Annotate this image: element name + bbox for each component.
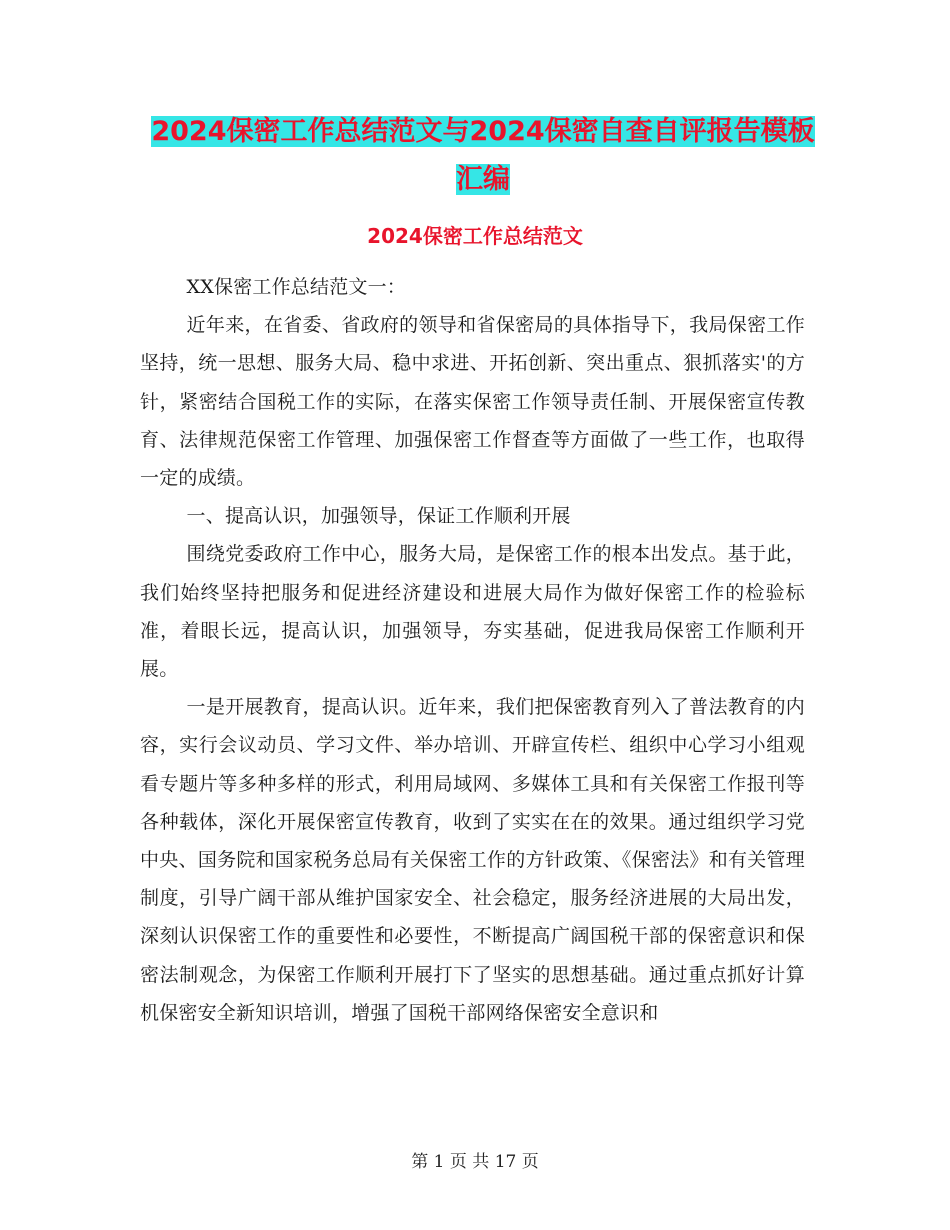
document-title-text: 2024保密工作总结范文与2024保密自查自评报告模板汇编 (151, 116, 815, 195)
document-title (140, 108, 826, 204)
section-title: 2024保密工作总结范文 (367, 224, 583, 248)
document-body (140, 268, 805, 1032)
paragraph: 近年来，在省委、省政府的领导和省保密局的具体指导下，我局保密工作坚持，统一思想、服务大局、稳中求进、开拓创新、突出重点、狠抓落实'的方针，紧密结合国税工作的实际，在落实保密工作领导责任制、开展保密宣传教育、法律规范保密工作管理、加强保密工作督查等方面做了一些工作，也取得一定的成绩。 (140, 314, 805, 490)
paragraph-intro: XX保密工作总结范文一： (186, 276, 407, 298)
page-footer: 第 1 页 共 17 页 (411, 1152, 539, 1172)
paragraph: 围绕党委政府工作中心，服务大局，是保密工作的根本出发点。基于此，我们始终坚持把服务和促进经济建设和进展大局作为做好保密工作的检验标准，着眼长远，提高认识，加强领导，夯实基础，促进我局保密工作顺利开展。 (140, 543, 805, 681)
section-heading: 一、提高认识，加强领导，保证工作顺利开展 (186, 505, 571, 528)
paragraph: 一是开展教育，提高认识。近年来，我们把保密教育列入了普法教育的内容，实行会议动员、学习文件、举办培训、开辟宣传栏、组织中心学习小组观看专题片等多种多样的形式，利用局域网、多媒体工具和有关保密工作报刊等各种载体，深化开展保密宣传教育，收到了实实在在的效果。通过组织学习党中央、国务院和国家税务总局有关保密工作的方针政策、《保密法》和有关管理制度，引导广阔干部从维护国家安全、社会稳定，服务经济进展的大局出发，深刻认识保密工作的重要性和必要性，不断提高广阔国税干部的保密意识和保密法制观念，为保密工作顺利开展打下了坚实的思想基础。通过重点抓好计算机保密安全新知识培训，增强了国税干部网络保密安全意识和 (140, 696, 805, 1024)
